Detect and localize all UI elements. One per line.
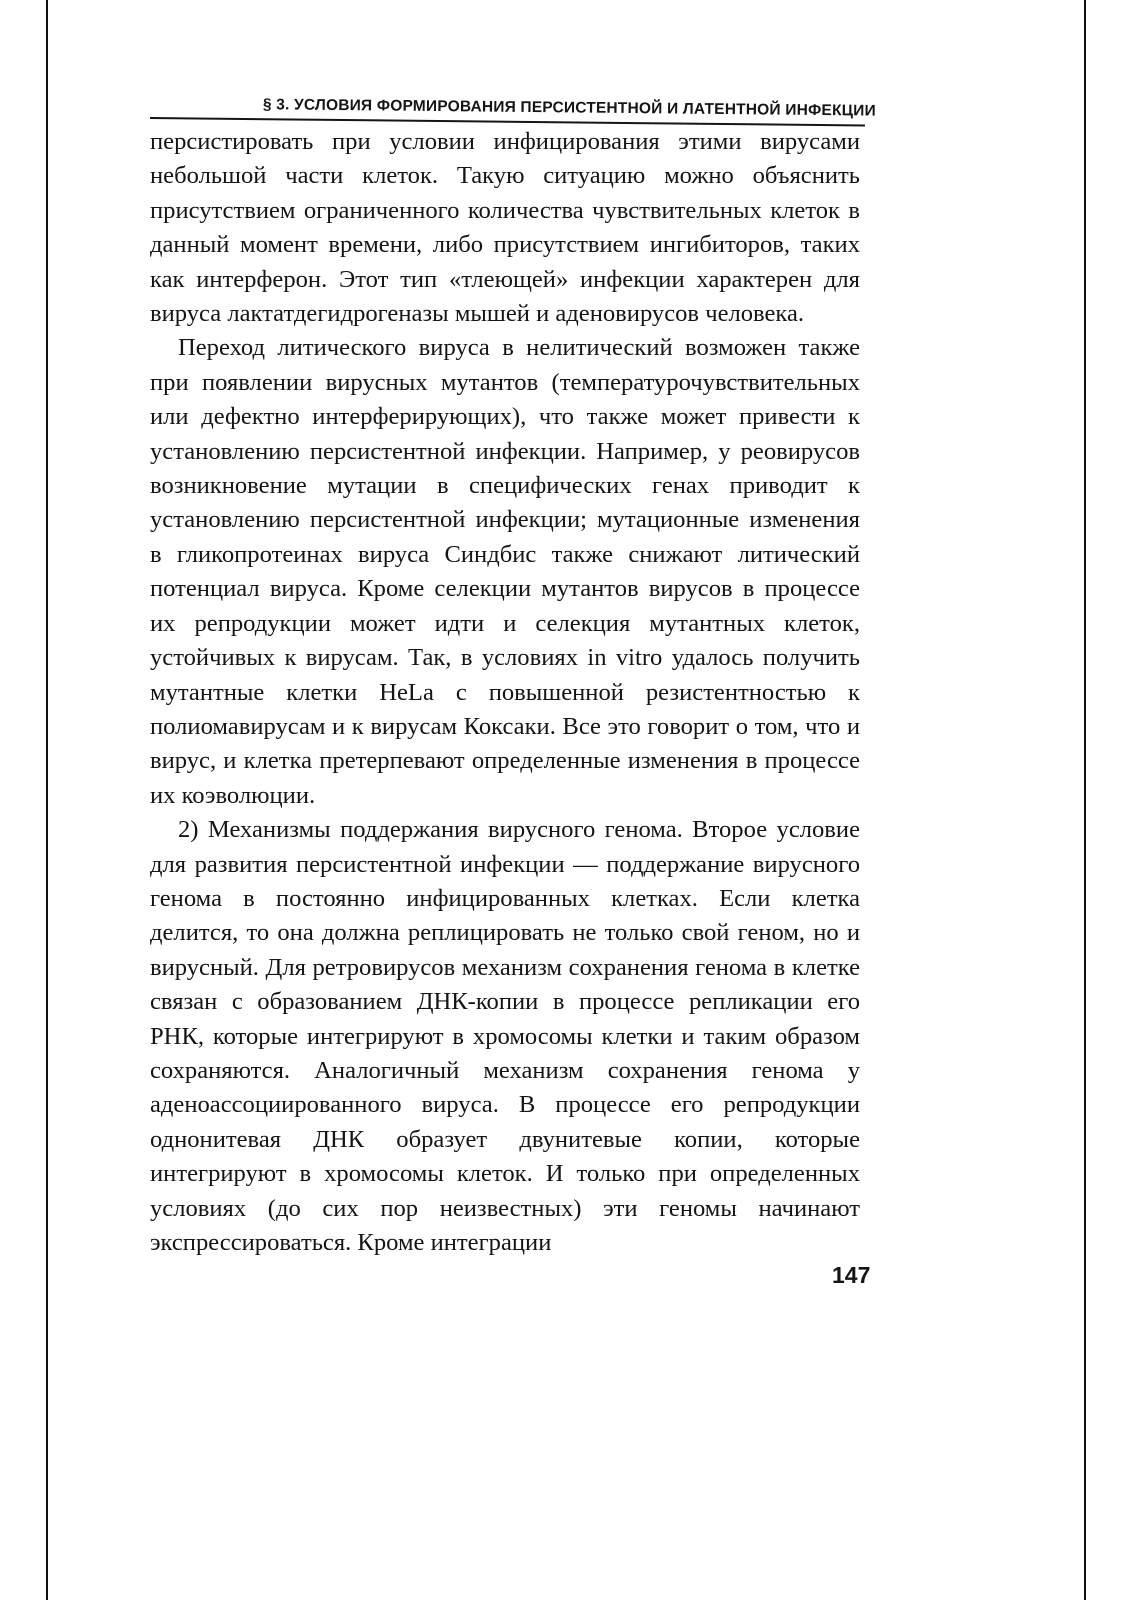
page-number: 147 (832, 1262, 871, 1288)
running-header: § 3. УСЛОВИЯ ФОРМИРОВАНИЯ ПЕРСИСТЕНТНОЙ И ЛАТЕНТНОЙ ИНФЕКЦИИ (262, 96, 876, 120)
paragraph-2: Переход литического вируса в нелитический возможен также при появлении вирусных мутантов (температурочувствительных или дефектно интерферирующих), что также может привести к установлению персистентной инфекции. Например, у реовирусов возникновение мутации в специфических генах приводит к установлению персистентной инфекции; мутационные изменения в гликопротеинах вируса Синдбис также снижают литический потенциал вируса. Кроме селекции мутантов вирусов в процессе их репродукции может идти и селекция мутантных клеток, устойчивых к вирусам. Так, в условиях in vitro удалось получить мутантные клетки HeLa с повышенной резистентностью к полиомавирусам и к вирусам Коксаки. Все это говорит о том, что и вирус, и клетка претерпевают определенные изменения в процессе их коэволюции. (150, 334, 860, 809)
book-page (150, 95, 890, 1260)
paragraph-1: персистировать при условии инфицирования этими вирусами небольшой части клеток. Такую ситуацию можно объяснить присутствием ограниченного количества чувствительных клеток в данный момент времени, либо присутствием ингибиторов, таких как интерферон. Этот тип «тлеющей» инфекции характерен для вируса лактатдегидрогеназы мышей и аденовирусов человека. (150, 128, 860, 328)
paragraph-3: 2) Механизмы поддержания вирусного генома. Второе условие для развития персистентной инфекции — поддержание вирусного генома в постоянно инфицированных клетках. Если клетка делится, то она должна реплицировать не только свой геном, но и вирусный. Для ретровирусов механизм сохранения генома в клетке связан с образованием ДНК-копии в процессе репликации его РНК, которые интегрируют в хромосомы клетки и таким образом сохраняются. Аналогичный механизм сохранения генома у аденоассоциированного вируса. В процессе его репродукции однонитевая ДНК образует двунитевые копии, которые интегрируют в хромосомы клеток. И только при определенных условиях (до сих пор неизвестных) эти геномы начинают экспрессироваться. Кроме интеграции (150, 816, 860, 1256)
body-text (150, 125, 860, 1260)
